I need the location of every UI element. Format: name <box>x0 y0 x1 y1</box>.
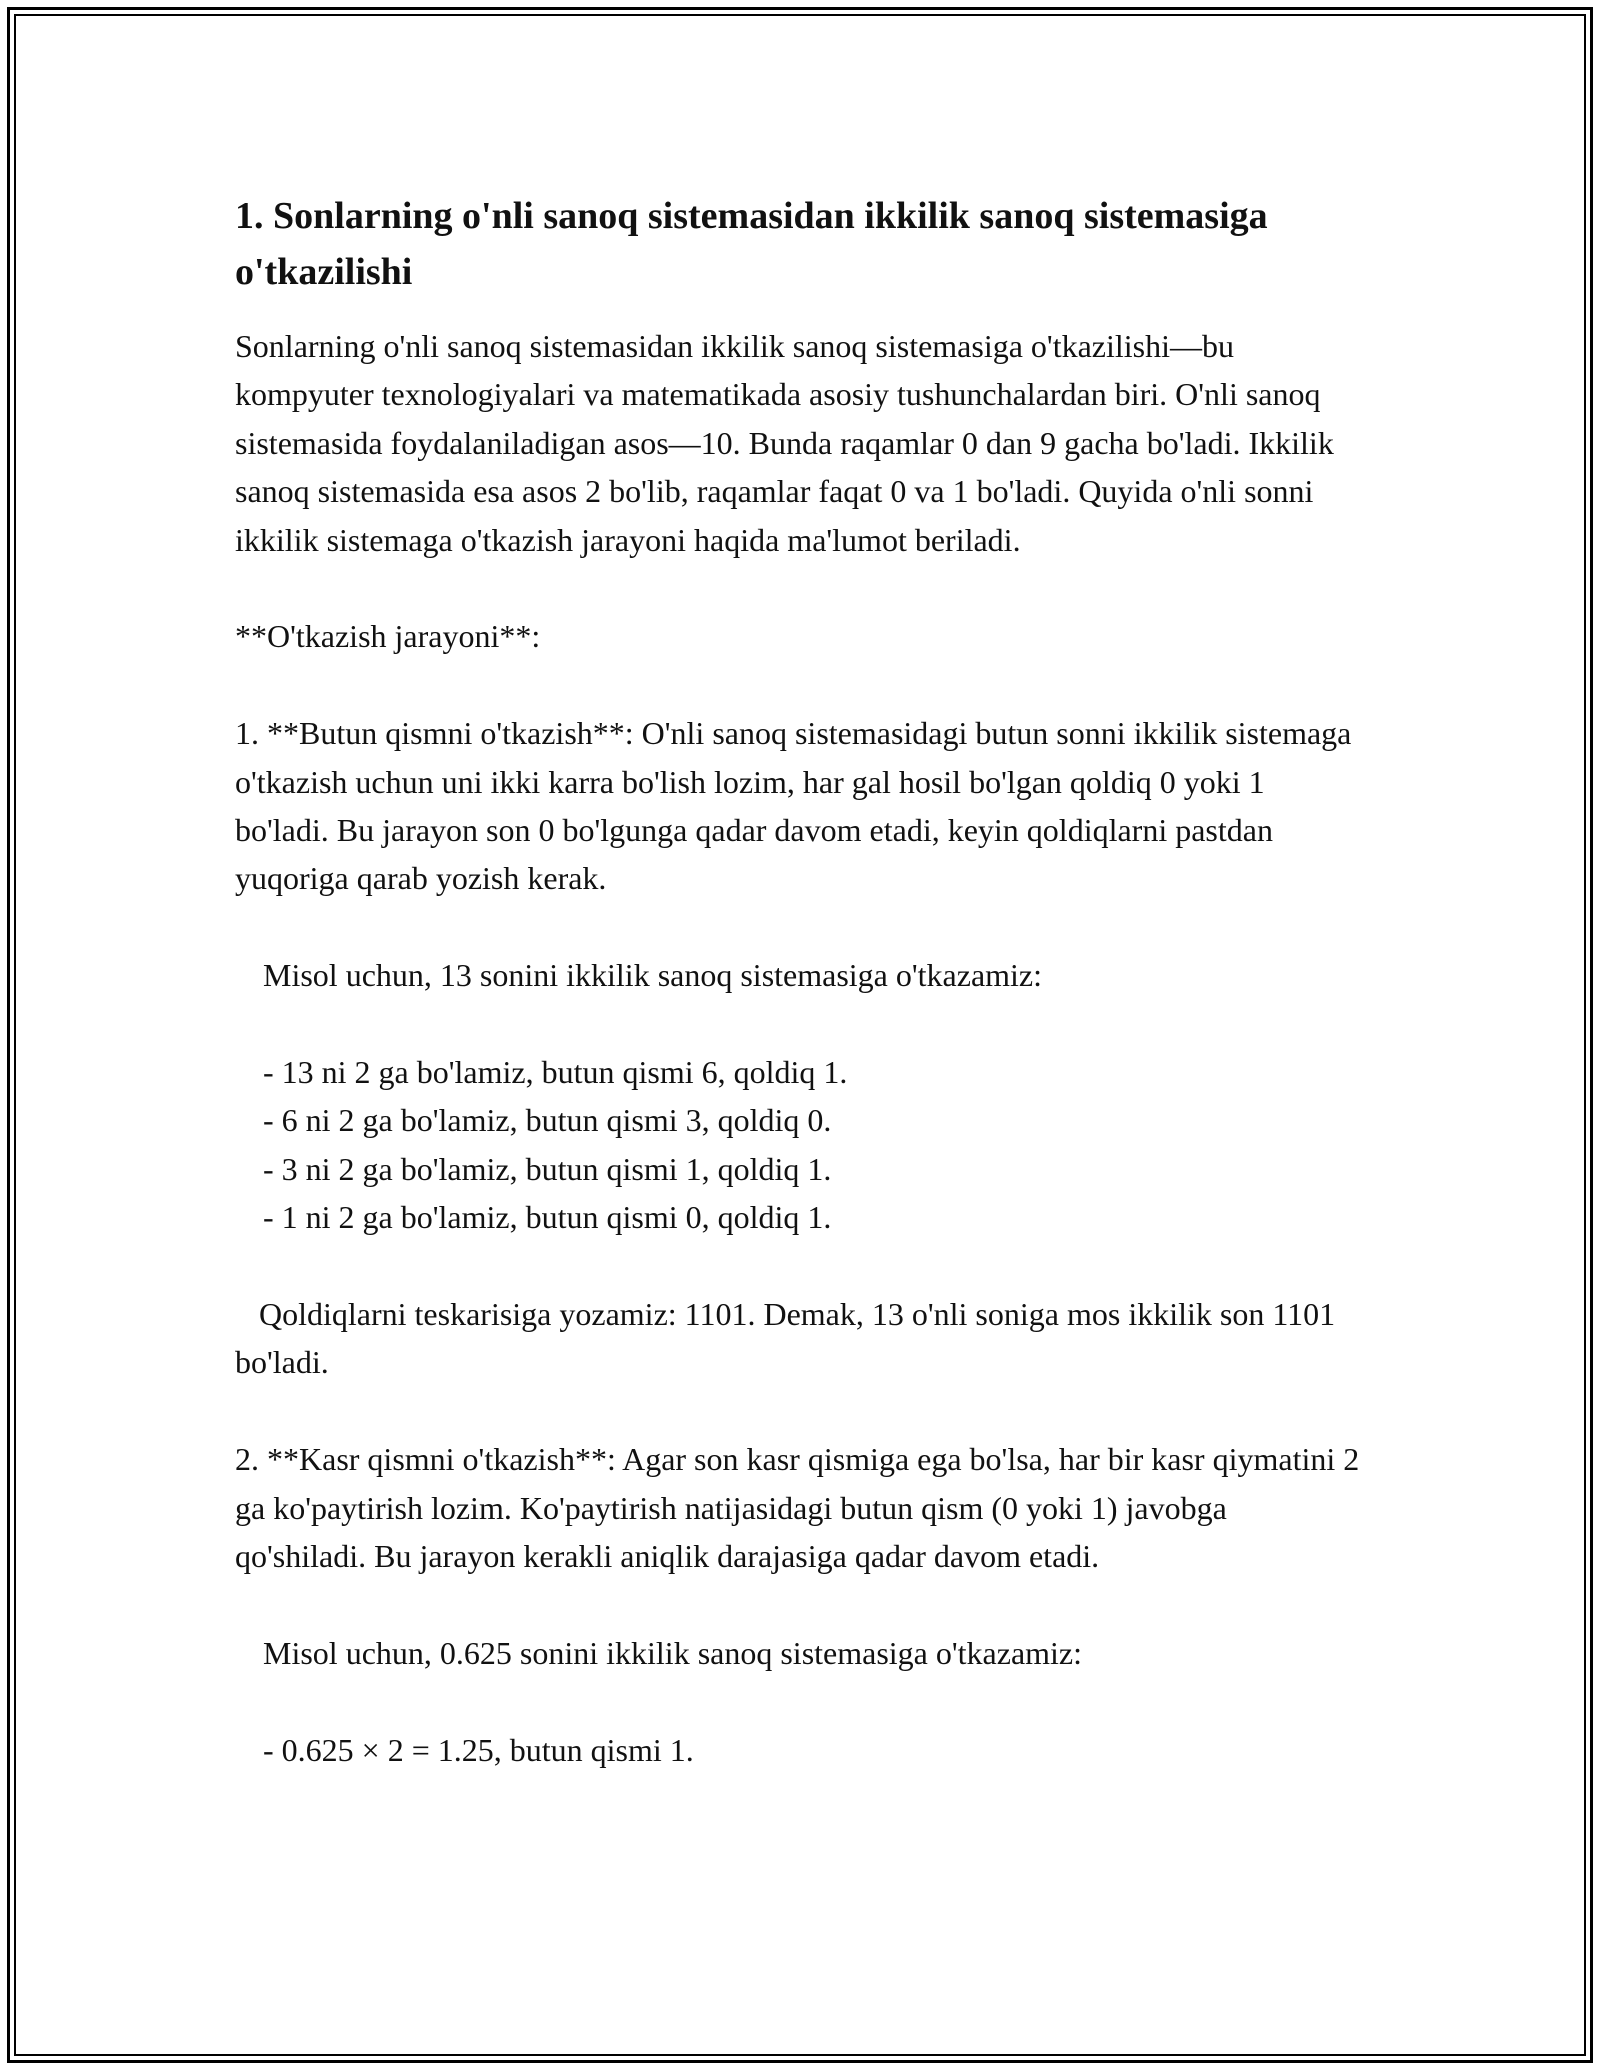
intro-paragraph: Sonlarning o'nli sanoq sistemasidan ikkilik sanoq sistemasiga o'tkazilishi—bu kompyuter texnologiyalari va matematikada asosiy tushunchalardan biri. O'nli sanoq sistemasida foydalaniladigan asos—10. Bunda raqamlar 0 dan 9 gacha bo'ladi. Ikkilik sanoq sistemasida esa asos 2 bo'lib, raqamlar faqat 0 va 1 bo'ladi. Quyida o'nli sonni ikkilik sistemaga o'tkazish jarayoni haqida ma'lumot beriladi. <box>235 328 1342 558</box>
step2-example-intro: Misol uchun, 0.625 sonini ikkilik sanoq sistemasiga o'tkazamiz: <box>263 1634 1083 1671</box>
document-title: 1. Sonlarning o'nli sanoq sistemasidan ikkilik sanoq sistemasiga o'tkazilishi <box>235 195 1268 293</box>
document-body <box>235 188 1368 1774</box>
step2-paragraph: 2. **Kasr qismni o'tkazish**: Agar son kasr qismiga ega bo'lsa, har bir kasr qiymatini 2 ga ko'paytirish lozim. Ko'paytirish natijasidagi butun qism (0 yoki 1) javobga qo'shiladi. Bu jarayon kerakli aniqlik darajasiga qadar davom etadi. <box>235 1441 1368 1575</box>
step1-line: - 13 ni 2 ga bo'lamiz, butun qismi 6, qoldiq 1. <box>263 1054 848 1091</box>
step1-line: - 1 ni 2 ga bo'lamiz, butun qismi 0, qoldiq 1. <box>263 1199 832 1236</box>
step1-example-intro: Misol uchun, 13 sonini ikkilik sanoq sistemasiga o'tkazamiz: <box>263 957 1043 994</box>
process-heading: **O'tkazish jarayoni**: <box>235 618 541 655</box>
step1-paragraph: 1. **Butun qismni o'tkazish**: O'nli sanoq sistemasidagi butun sonni ikkilik sistemaga o'tkazish uchun uni ikki karra bo'lish lozim, har gal hosil bo'lgan qoldiq 0 yoki 1 bo'ladi. Bu jarayon son 0 bo'lgunga qadar davom etadi, keyin qoldiqlarni pastdan yuqoriga qarab yozish kerak. <box>235 715 1360 897</box>
step2-line: - 0.625 × 2 = 1.25, butun qismi 1. <box>263 1731 694 1768</box>
step1-conclusion: Qoldiqlarni teskarisiga yozamiz: 1101. Demak, 13 o'nli soniga mos ikkilik son 1101 bo'ladi. <box>235 1296 1344 1381</box>
step1-line: - 3 ni 2 ga bo'lamiz, butun qismi 1, qoldiq 1. <box>263 1150 832 1187</box>
step1-line: - 6 ni 2 ga bo'lamiz, butun qismi 3, qoldiq 0. <box>263 1102 832 1139</box>
